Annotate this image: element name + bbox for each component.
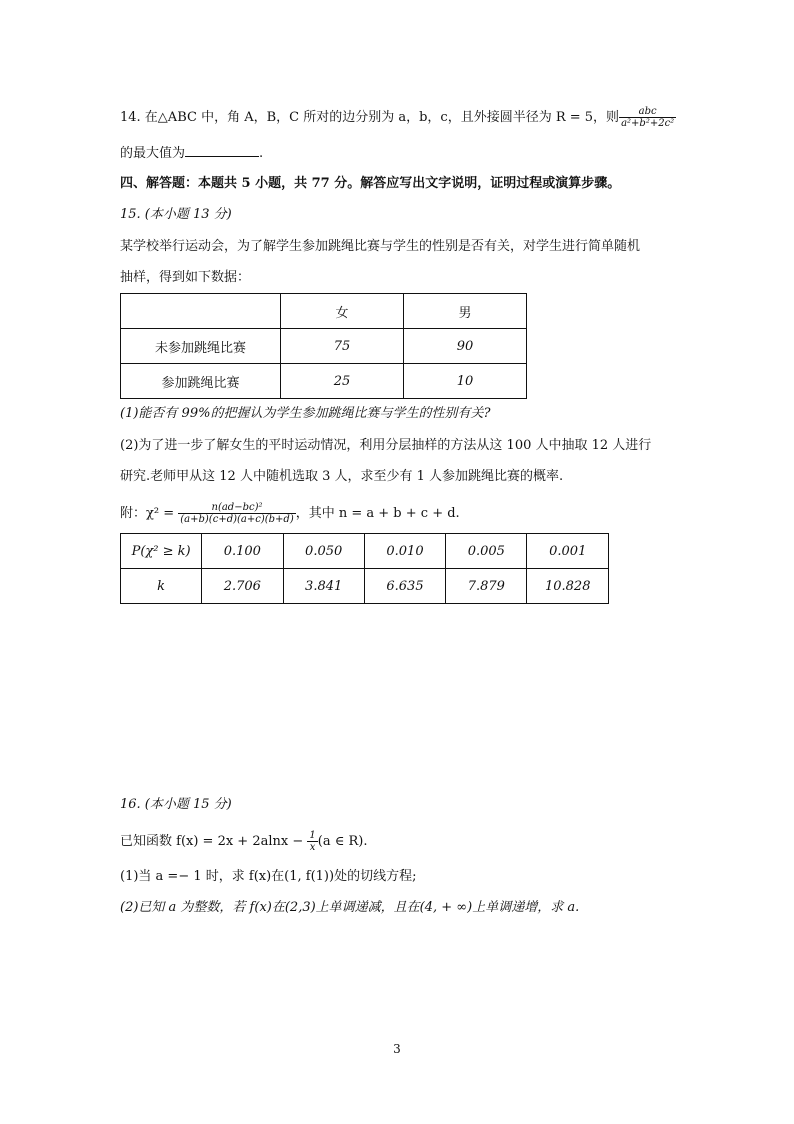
appendix-suffix: ，其中 n = a + b + c + d. [295, 506, 460, 521]
table-cell: 2.706 [202, 569, 283, 604]
q15-part2-line2: 研究.老师甲从这 12 人中随机选取 3 人，求至少有 1 人参加跳绳比赛的概率. [120, 469, 564, 484]
q16-given-suffix: (a ∈ R). [317, 834, 368, 849]
q14-end: . [259, 146, 264, 161]
q15-header: 15. (本小题 13 分) [120, 207, 232, 222]
q16-given-prefix: 已知函数 f(x) = 2x + 2alnx − [120, 834, 304, 849]
table-cell: 0.050 [283, 534, 364, 569]
table-cell: 0.100 [202, 534, 283, 569]
q14-frac-denominator: a²+b²+2c² [621, 118, 675, 129]
chi-frac-numerator: n(ad−bc)² [211, 502, 263, 513]
table-cell: 0.010 [364, 534, 445, 569]
q16-frac-denominator: x [307, 841, 317, 853]
table-cell: 75 [281, 329, 404, 364]
table-cell [121, 294, 281, 329]
q16-given [120, 830, 367, 853]
table-cell: P(χ² ≥ k) [121, 534, 202, 569]
appendix-prefix: 附：χ² = [120, 506, 175, 521]
table-header: 女 [281, 294, 404, 329]
q14-text: 14. 在△ABC 中，角 A，B，C 所对的边分别为 a，b，c，且外接圆半径为 R = 5，则 [120, 110, 620, 125]
q16-part1: (1)当 a =− 1 时，求 f(x)在(1, f(1))处的切线方程; [120, 869, 417, 884]
table-cell: 25 [281, 364, 404, 399]
chi-square-fraction [178, 502, 295, 525]
table-cell: k [121, 569, 202, 604]
table-header: 男 [404, 294, 527, 329]
table-cell: 3.841 [283, 569, 364, 604]
table-cell: 0.001 [527, 534, 609, 569]
q14-text-2: 的最大值为 [120, 146, 186, 161]
table-cell: 90 [404, 329, 527, 364]
q15-intro-1: 某学校举行运动会，为了解学生参加跳绳比赛与学生的性别是否有关，对学生进行简单随机 [120, 239, 641, 254]
q16-fraction [307, 830, 317, 853]
q14-line2 [120, 144, 263, 164]
table-row [121, 329, 527, 364]
critical-value-table [120, 533, 609, 604]
table-row [121, 364, 527, 399]
table-cell: 10 [404, 364, 527, 399]
table-row [121, 534, 609, 569]
table-cell: 0.005 [446, 534, 527, 569]
q16-part2: (2)已知 a 为整数，若 f(x)在(2,3)上单调递减，且在(4, + ∞)上单调递增，求 a. [120, 900, 580, 915]
table-row [121, 569, 609, 604]
table-row [121, 294, 527, 329]
survey-table [120, 293, 527, 399]
q15-part1: (1)能否有 99%的把握认为学生参加跳绳比赛与学生的性别有关? [120, 406, 491, 421]
q15-appendix [120, 502, 460, 525]
q14-frac-numerator: abc [638, 106, 657, 117]
q16-frac-numerator: 1 [309, 830, 316, 841]
table-cell: 6.635 [364, 569, 445, 604]
q15-part2-line1: (2)为了进一步了解女生的平时运动情况，利用分层抽样的方法从这 100 人中抽取 12 人进行 [120, 438, 652, 453]
table-cell: 7.879 [446, 569, 527, 604]
page-number: 3 [393, 1042, 401, 1056]
table-cell: 10.828 [527, 569, 609, 604]
section-heading: 四、解答题：本题共 5 小题，共 77 分。解答应写出文字说明，证明过程或演算步骤。 [120, 176, 621, 191]
q14-line1 [120, 106, 676, 129]
chi-frac-denominator: (a+b)(c+d)(a+c)(b+d) [180, 514, 294, 525]
q14-answer-blank [185, 144, 259, 157]
q14-fraction [619, 106, 676, 129]
q16-header: 16. (本小题 15 分) [120, 797, 232, 812]
q15-intro-2: 抽样，得到如下数据： [120, 270, 251, 285]
table-cell: 未参加跳绳比赛 [121, 329, 281, 364]
table-cell: 参加跳绳比赛 [121, 364, 281, 399]
